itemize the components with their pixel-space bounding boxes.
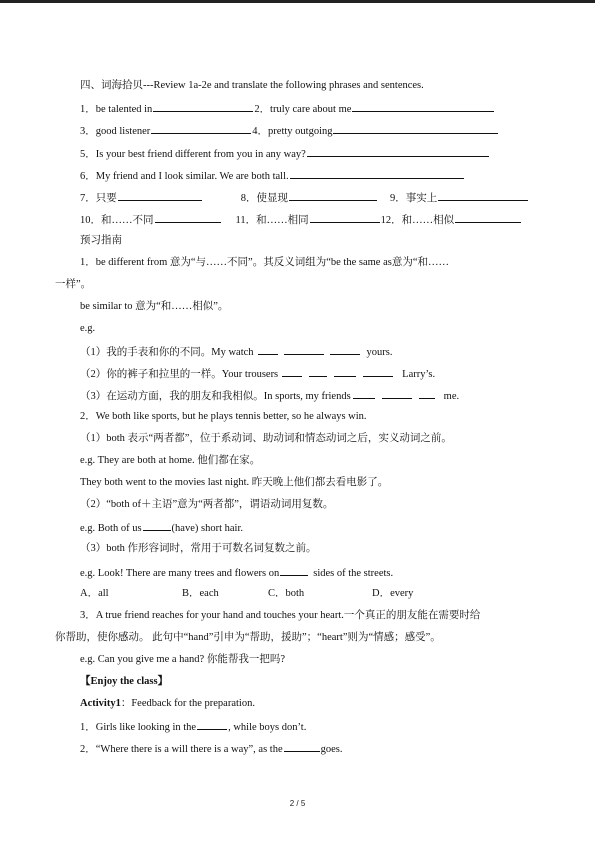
answer-blank[interactable] (155, 212, 221, 223)
both-example-2: They both went to the movies last night. 昨天晚上他们都去看电影了。 (80, 477, 389, 488)
both-rule-2: （2）“both of＋主语”意为“两者都”，谓语动词用复数。 (80, 499, 334, 510)
phrase-1: 1．be talented in (80, 104, 153, 115)
answer-blank[interactable] (290, 168, 464, 179)
both-rule-3: （3）both 作形容词时，常用于可数名词复数之前。 (80, 543, 317, 554)
option-b[interactable]: B．each (182, 588, 219, 599)
activity-question-1 (80, 719, 306, 735)
answer-blank[interactable] (118, 190, 202, 201)
answer-blank[interactable] (197, 719, 227, 730)
example-3-end: me. (443, 391, 460, 402)
eg-label: e.g. (80, 323, 96, 334)
answer-blank[interactable] (419, 388, 435, 399)
enjoy-class-heading: 【Enjoy the class】 (80, 676, 169, 687)
example-1-text: （1）我的手表和你的不同。My watch (80, 347, 254, 358)
question-1-end: , while boys don’t. (228, 722, 307, 733)
answer-blank[interactable] (258, 344, 278, 355)
example-2-end: Larry’s. (402, 369, 436, 380)
hand-example: e.g. Can you give me a hand? 你能帮我一把吗? (80, 654, 285, 665)
option-c[interactable]: C．both (268, 588, 305, 599)
answer-blank[interactable] (353, 388, 375, 399)
answer-blank[interactable] (289, 190, 377, 201)
activity-1-label: Activity1 (80, 698, 121, 709)
option-a[interactable]: A．all (80, 588, 109, 599)
phrase-row-5 (80, 190, 529, 206)
example-3 (80, 388, 459, 404)
both-example-4 (80, 565, 393, 581)
phrase-11: 11．和……相同 (235, 215, 309, 226)
phrase-9: 9．事实上 (390, 193, 438, 204)
answer-blank[interactable] (151, 123, 251, 134)
phrase-7: 7．只要 (80, 193, 117, 204)
preview-point-1: 1．be different from 意为“与……不同”。其反义词组为“be the same as意为“和…… (80, 257, 449, 268)
both-example-3 (80, 520, 243, 536)
answer-blank[interactable] (307, 146, 489, 157)
answer-blank[interactable] (438, 190, 528, 201)
answer-blank[interactable] (330, 344, 360, 355)
phrase-row-6 (80, 212, 522, 228)
both-example-3-text: e.g. Both of us (80, 523, 142, 534)
answer-blank[interactable] (284, 344, 324, 355)
both-example-3-end: (have) short hair. (171, 523, 243, 534)
option-d[interactable]: D．every (372, 588, 414, 599)
preview-similar-to: be similar to 意为“和……相似”。 (80, 301, 229, 312)
answer-blank[interactable] (352, 101, 494, 112)
answer-blank[interactable] (382, 388, 412, 399)
example-2-text: （2）你的裤子和拉里的一样。Your trousers (80, 369, 279, 380)
example-2 (80, 366, 435, 382)
activity-1 (80, 697, 255, 711)
phrase-2: 2．truly care about me (254, 104, 352, 115)
example-3-text: （3）在运动方面，我的朋友和我相似。In sports, my friends (80, 391, 351, 402)
answer-blank[interactable] (143, 520, 171, 531)
answer-blank[interactable] (363, 366, 393, 377)
question-2-text: 2．“Where there is a will there is a way”, as the (80, 744, 283, 755)
answer-blank[interactable] (455, 212, 521, 223)
phrase-10: 10．和……不同 (80, 215, 154, 226)
phrase-4: 4．pretty outgoing (252, 126, 333, 137)
page-number: 2 / 5 (289, 799, 306, 808)
section-heading: 四、词海拾贝---Review 1a-2e and translate the following phrases and sentences. (80, 80, 424, 91)
answer-blank[interactable] (282, 366, 302, 377)
phrase-8: 8．使显现 (240, 193, 288, 204)
preview-point-3-cont: 你帮助，使你感动。 此句中“hand”引申为“帮助，援助”；“heart”则为“情感；感受”。 (55, 632, 441, 643)
preview-point-2: 2．We both like sports, but he plays tennis better, so he always win. (80, 411, 367, 422)
phrase-12: 12．和……相似 (380, 215, 455, 226)
phrase-row-1 (80, 101, 495, 117)
phrase-3: 3．good listener (80, 126, 151, 137)
answer-blank[interactable] (153, 101, 253, 112)
phrase-row-3 (80, 146, 490, 162)
phrase-5: 5．Is your best friend different from you in any way? (80, 149, 306, 160)
both-example-1: e.g. They are both at home. 他们都在家。 (80, 455, 261, 466)
preview-point-3: 3．A true friend reaches for your hand and touches your heart.一个真正的朋友能在需要时给 (80, 610, 481, 621)
phrase-row-4 (80, 168, 465, 184)
answer-blank[interactable] (284, 741, 320, 752)
both-rule-1: （1）both 表示“两者都”，位于系动词、助动词和情态动词之后，实义动词之前。 (80, 433, 452, 444)
answer-blank[interactable] (334, 366, 356, 377)
both-example-4-text: e.g. Look! There are many trees and flowers on (80, 568, 280, 579)
question-1-text: 1．Girls like looking in the (80, 722, 197, 733)
phrase-6: 6．My friend and I look similar. We are both tall. (80, 171, 289, 182)
preview-heading: 预习指南 (80, 235, 122, 246)
activity-1-text: ：Feedback for the preparation. (120, 698, 255, 709)
answer-blank[interactable] (309, 366, 327, 377)
activity-question-2 (80, 741, 343, 757)
answer-blank[interactable] (333, 123, 498, 134)
question-2-end: goes. (320, 744, 343, 755)
example-1 (80, 344, 393, 360)
preview-point-1-cont: 一样”。 (55, 279, 92, 290)
phrase-row-2 (80, 123, 499, 139)
answer-blank[interactable] (280, 565, 308, 576)
answer-blank[interactable] (310, 212, 380, 223)
both-example-4-end: sides of the streets. (313, 568, 394, 579)
example-1-end: yours. (366, 347, 393, 358)
